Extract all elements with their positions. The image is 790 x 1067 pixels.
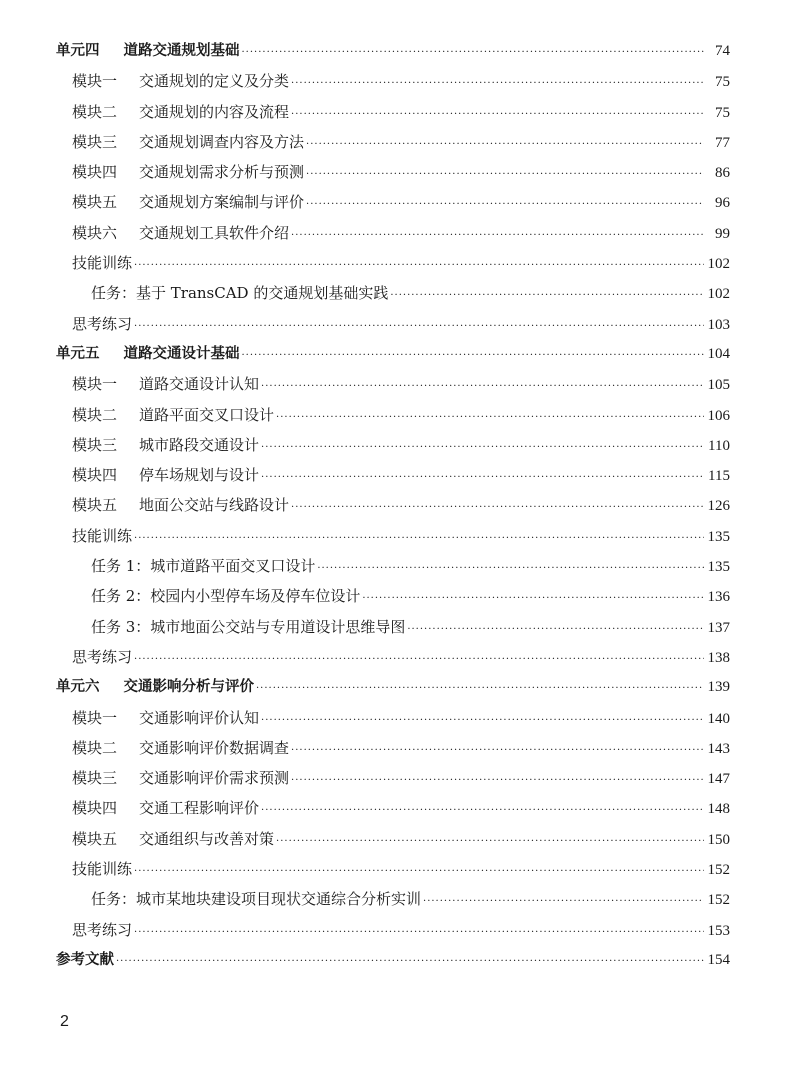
toc-page-number: 136: [707, 589, 730, 606]
toc-entry-code: 模块五: [72, 829, 118, 848]
toc-entry-title: 停车场规划与设计: [139, 466, 260, 485]
toc-entry-code: 模块二: [72, 738, 118, 757]
toc-task-row[interactable]: [56, 581, 730, 611]
toc-entry-code: 模块三: [72, 769, 118, 788]
toc-entry-title: 道路交通规划基础: [123, 43, 240, 59]
toc-entry-label: [72, 642, 132, 672]
toc-entry-title: 道路平面交叉口设计: [139, 405, 275, 424]
toc-module-row[interactable]: [56, 733, 730, 763]
toc-page-number: 102: [707, 286, 730, 303]
dot-leader: [261, 463, 704, 493]
toc-entry-title: 思考练习: [72, 920, 133, 939]
toc-module-row[interactable]: [56, 793, 730, 823]
dot-leader: [291, 221, 704, 251]
toc-entry-label: [72, 521, 132, 551]
toc-page-number: 126: [707, 498, 730, 515]
toc-entry-title: 交通规划的定义及分类: [139, 72, 290, 91]
dot-leader: [134, 312, 703, 342]
toc-entry-title: 技能训练: [72, 526, 133, 545]
toc-entry-label: [72, 66, 289, 96]
toc-page-number: 103: [707, 316, 730, 333]
toc-entry-label: [56, 339, 240, 369]
toc-page-number: 147: [707, 771, 730, 788]
dot-leader: [291, 736, 703, 766]
toc-entry-label: [72, 369, 259, 399]
toc-entry-title: 技能训练: [72, 860, 133, 879]
toc-entry-code: 模块二: [72, 405, 118, 424]
toc-entry-code: 模块四: [72, 163, 118, 182]
dot-leader: [276, 827, 703, 857]
page-number: 2: [60, 1013, 69, 1030]
toc-module-row[interactable]: [56, 460, 730, 490]
toc-entry-title: 交通组织与改善对策: [139, 829, 275, 848]
toc-unit-row[interactable]: [56, 672, 730, 702]
dot-leader: [261, 796, 703, 826]
toc-page-number: 104: [707, 345, 730, 362]
toc-page-number: 102: [707, 256, 730, 273]
dot-leader: [134, 524, 703, 554]
dot-leader: [134, 251, 703, 281]
toc-task-row[interactable]: [56, 612, 730, 642]
toc-module-row[interactable]: [56, 97, 730, 127]
dot-leader: [261, 433, 704, 463]
toc-entry-code: 模块三: [72, 132, 118, 151]
toc-page-number: 143: [707, 740, 730, 757]
toc-page-number: 115: [708, 468, 730, 485]
toc-module-row[interactable]: [56, 521, 730, 551]
toc-page-number: 139: [707, 679, 730, 696]
toc-entry-title: 交通工程影响评价: [139, 799, 260, 818]
toc-module-row[interactable]: [56, 248, 730, 278]
toc-entry-label: [91, 612, 405, 642]
toc-module-row[interactable]: [56, 157, 730, 187]
toc-entry-code: 模块五: [72, 193, 118, 212]
toc-entry-title: 技能训练: [72, 254, 133, 273]
toc-task-row[interactable]: [56, 884, 730, 914]
toc-module-row[interactable]: [56, 187, 730, 217]
toc-module-row[interactable]: [56, 430, 730, 460]
toc-entry-code: 模块一: [72, 72, 118, 91]
toc-entry-label: [72, 127, 304, 157]
toc-entry-title: 任务 2：校园内小型停车场及停车位设计: [91, 587, 361, 606]
toc-module-row[interactable]: [56, 127, 730, 157]
toc-page-number: 152: [707, 892, 730, 909]
toc-entry-code: 模块三: [72, 435, 118, 454]
toc-page-number: 150: [707, 831, 730, 848]
toc-entry-title: 交通规划调查内容及方法: [139, 132, 305, 151]
toc-entry-label: [72, 793, 259, 823]
dot-leader: [134, 918, 703, 948]
toc-unit-row[interactable]: [56, 339, 730, 369]
toc-module-row[interactable]: [56, 854, 730, 884]
toc-entry-title: 思考练习: [72, 314, 133, 333]
dot-leader: [242, 38, 705, 68]
toc-module-row[interactable]: [56, 309, 730, 339]
dot-leader: [116, 947, 704, 977]
toc-entry-label: [72, 763, 289, 793]
dot-leader: [261, 372, 703, 402]
toc-page-number: 154: [707, 951, 730, 968]
toc-entry-title: 地面公交站与线路设计: [139, 496, 290, 515]
dot-leader: [291, 100, 704, 130]
toc-module-row[interactable]: [56, 703, 730, 733]
toc-entry-title: 交通影响评价认知: [139, 708, 260, 727]
toc-module-row[interactable]: [56, 915, 730, 945]
dot-leader: [134, 645, 703, 675]
toc-entry-code: 模块五: [72, 496, 118, 515]
toc-task-row[interactable]: [56, 551, 730, 581]
toc-entry-code: 模块一: [72, 375, 118, 394]
toc-entry-code: 单元四: [56, 43, 100, 59]
toc-page-number: 148: [707, 801, 730, 818]
toc-entry-title: 任务 3：城市地面公交站与专用道设计思维导图: [91, 617, 406, 636]
toc-entry-label: [72, 157, 304, 187]
toc-page-number: 106: [707, 407, 730, 424]
toc-task-row[interactable]: [56, 278, 730, 308]
toc-entry-title: 任务：城市某地块建设项目现状交通综合分析实训: [91, 890, 422, 909]
table-of-contents: [56, 36, 730, 975]
dot-leader: [390, 281, 703, 311]
toc-entry-label: [56, 672, 254, 702]
toc-entry-label: [72, 460, 259, 490]
dot-leader: [306, 160, 704, 190]
toc-module-row[interactable]: [56, 490, 730, 520]
toc-entry-title: 城市路段交通设计: [139, 435, 260, 454]
toc-module-row[interactable]: [56, 642, 730, 672]
toc-page-number: 99: [715, 225, 730, 242]
toc-module-row[interactable]: [56, 400, 730, 430]
toc-entry-label: [72, 915, 132, 945]
toc-page-number: 110: [708, 437, 730, 454]
toc-entry-label: [72, 490, 289, 520]
dot-leader: [306, 190, 704, 220]
toc-entry-label: [72, 703, 259, 733]
toc-module-row[interactable]: [56, 66, 730, 96]
toc-page-number: 77: [715, 134, 730, 151]
dot-leader: [291, 493, 703, 523]
toc-module-row[interactable]: [56, 369, 730, 399]
dot-leader: [261, 706, 703, 736]
dot-leader: [423, 887, 703, 917]
toc-module-row[interactable]: [56, 218, 730, 248]
toc-page-number: 75: [715, 74, 730, 91]
toc-entry-code: 模块四: [72, 799, 118, 818]
toc-entry-code: 模块六: [72, 223, 118, 242]
toc-entry-label: [91, 884, 421, 914]
toc-entry-label: [72, 218, 289, 248]
toc-unit-row[interactable]: [56, 36, 730, 66]
toc-page-number: 74: [715, 43, 730, 59]
toc-entry-title: 任务 1：城市道路平面交叉口设计: [91, 557, 316, 576]
dot-leader: [276, 403, 703, 433]
toc-entry-title: 交通规划工具软件介绍: [139, 223, 290, 242]
toc-entry-label: [91, 581, 360, 611]
dot-leader: [242, 341, 704, 371]
toc-entry-title: 交通规划的内容及流程: [139, 102, 290, 121]
toc-page-number: 75: [715, 104, 730, 121]
dot-leader: [362, 584, 703, 614]
toc-entry-title: 道路交通设计基础: [123, 345, 240, 362]
toc-entry-label: [72, 97, 289, 127]
toc-entry-label: [72, 309, 132, 339]
toc-module-row[interactable]: [56, 763, 730, 793]
toc-entry-label: [91, 551, 315, 581]
toc-entry-title: 交通影响评价数据调查: [139, 738, 290, 757]
toc-entry-label: [72, 733, 289, 763]
toc-entry-title: 任务：基于 TransCAD 的交通规划基础实践: [91, 284, 389, 303]
toc-module-row[interactable]: [56, 824, 730, 854]
toc-entry-title: 交通影响评价需求预测: [139, 769, 290, 788]
toc-entry-title: 交通影响分析与评价: [123, 679, 254, 696]
toc-entry-title: 交通规划方案编制与评价: [139, 193, 305, 212]
toc-page-number: 135: [707, 528, 730, 545]
toc-page-number: 138: [707, 649, 730, 666]
toc-page-number: 152: [707, 862, 730, 879]
toc-page-number: 105: [707, 377, 730, 394]
dot-leader: [291, 766, 703, 796]
toc-entry-code: 单元六: [56, 679, 100, 696]
toc-entry-title: 道路交通设计认知: [139, 375, 260, 394]
toc-page-number: 140: [707, 710, 730, 727]
dot-leader: [256, 674, 704, 704]
toc-entry-label: [91, 278, 388, 308]
toc-entry-code: 模块一: [72, 708, 118, 727]
toc-entry-label: [72, 430, 259, 460]
toc-unit-row[interactable]: [56, 945, 730, 975]
toc-entry-code: 模块四: [72, 466, 118, 485]
toc-entry-label: [56, 945, 114, 975]
dot-leader: [291, 69, 704, 99]
toc-page-number: 96: [715, 195, 730, 212]
toc-entry-title: 交通规划需求分析与预测: [139, 163, 305, 182]
toc-page-number: 137: [707, 619, 730, 636]
toc-entry-label: [72, 824, 274, 854]
toc-entry-label: [56, 36, 240, 66]
toc-page-number: 86: [715, 165, 730, 182]
dot-leader: [317, 554, 703, 584]
toc-entry-label: [72, 248, 132, 278]
toc-entry-title: 参考文献: [56, 951, 114, 968]
toc-entry-code: 模块二: [72, 102, 118, 121]
toc-entry-code: 单元五: [56, 345, 100, 362]
dot-leader: [134, 857, 703, 887]
dot-leader: [407, 615, 703, 645]
toc-page-number: 153: [707, 922, 730, 939]
toc-entry-title: 思考练习: [72, 647, 133, 666]
toc-page-number: 135: [707, 559, 730, 576]
dot-leader: [306, 130, 704, 160]
toc-entry-label: [72, 854, 132, 884]
toc-entry-label: [72, 400, 274, 430]
toc-entry-label: [72, 187, 304, 217]
